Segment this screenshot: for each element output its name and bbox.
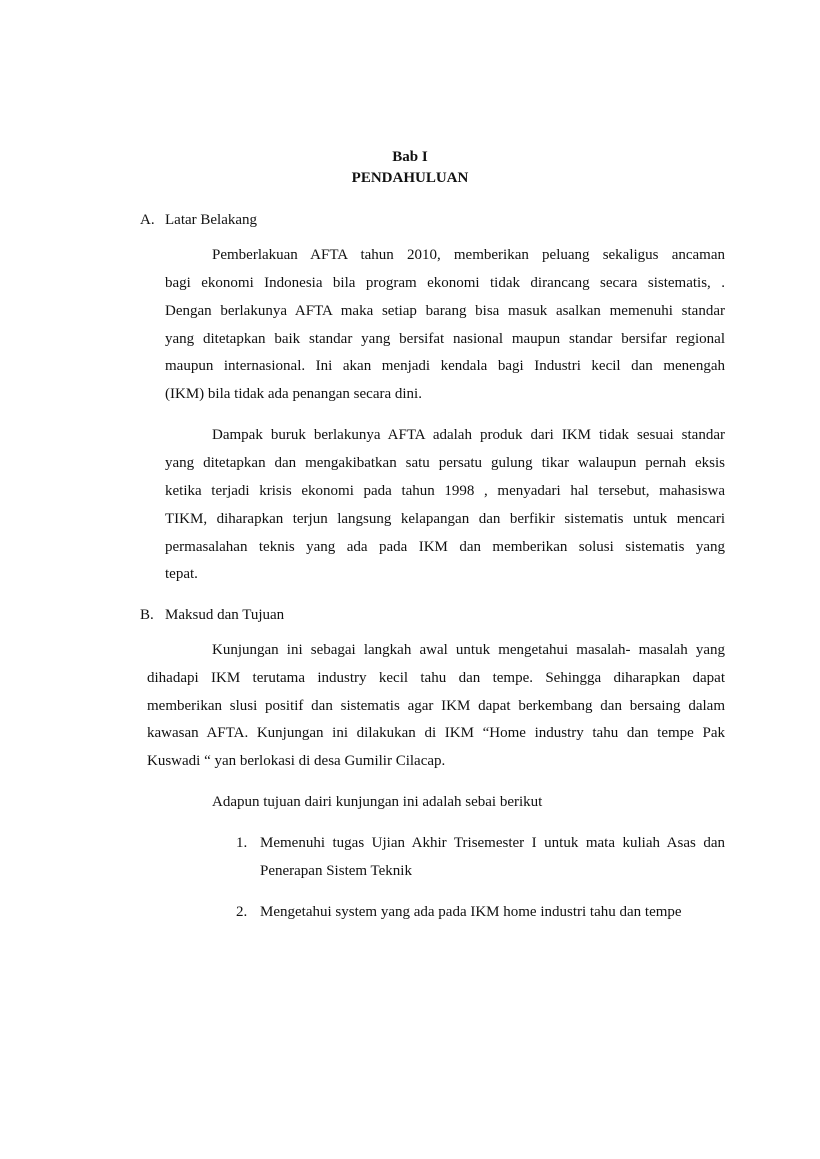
section-a-p1-line-2: bagi ekonomi Indonesia bila program ekonomi tidak dirancang secara sistematis, .	[165, 275, 725, 291]
section-a-marker: A.	[140, 212, 155, 228]
section-a-p2-line-3: ketika terjadi krisis ekonomi pada tahun 1998 , menyadari hal tersebut, mahasiswa	[165, 483, 725, 499]
chapter-label: Bab I	[392, 149, 428, 165]
section-b-p1-line-2: dihadapi IKM terutama industry kecil tahu dan tempe. Sehingga diharapkan dapat	[147, 670, 725, 686]
list-item-1-number: 1.	[236, 835, 248, 851]
section-b-heading: Maksud dan Tujuan	[165, 607, 285, 623]
section-a-p2-line-2: yang ditetapkan dan mengakibatkan satu persatu gulung tikar walaupun pernah eksis	[165, 455, 725, 471]
section-b-p1-line-4: kawasan AFTA. Kunjungan ini dilakukan di IKM “Home industry tahu dan tempe Pak	[147, 725, 725, 741]
list-item-2-number: 2.	[236, 904, 248, 920]
section-b-marker: B.	[140, 607, 154, 623]
section-b-p1-line-1: Kunjungan ini sebagai langkah awal untuk mengetahui masalah- masalah yang	[212, 642, 725, 658]
section-a-p1-line-1: Pemberlakuan AFTA tahun 2010, memberikan peluang sekaligus ancaman	[212, 247, 725, 263]
list-item-1-line-1: Memenuhi tugas Ujian Akhir Trisemester I untuk mata kuliah Asas dan	[260, 835, 725, 851]
purpose-intro: Adapun tujuan dairi kunjungan ini adalah sebai berikut	[212, 794, 543, 810]
section-b-p1-line-5: Kuswadi “ yan berlokasi di desa Gumilir Cilacap.	[147, 753, 446, 769]
section-a-p1-line-5: maupun internasional. Ini akan menjadi kendala bagi Industri kecil dan menengah	[165, 358, 725, 374]
list-item-2-line-1: Mengetahui system yang ada pada IKM home industri tahu dan tempe	[260, 904, 682, 920]
section-a-heading: Latar Belakang	[165, 212, 258, 228]
section-a-p1-line-6: (IKM) bila tidak ada penangan secara dini.	[165, 386, 422, 402]
section-a-p2-line-6: tepat.	[165, 566, 198, 582]
section-a-p1-line-3: Dengan berlakunya AFTA maka setiap barang bisa masuk asalkan memenuhi standar	[165, 303, 725, 319]
section-b-p1-line-3: memberikan slusi positif dan sistematis agar IKM dapat berkembang dan bersaing dalam	[147, 698, 725, 714]
chapter-heading: PENDAHULUAN	[351, 170, 469, 186]
section-a-p2-line-5: permasalahan teknis yang ada pada IKM dan memberikan solusi sistematis yang	[165, 539, 725, 555]
section-a-p2-line-4: TIKM, diharapkan terjun langsung kelapangan dan berfikir sistematis untuk mencari	[165, 511, 725, 527]
list-item-1-line-2: Penerapan Sistem Teknik	[260, 863, 412, 879]
section-a-p1-line-4: yang ditetapkan baik standar yang bersifat nasional maupun standar bersifar regional	[165, 331, 725, 347]
section-a-p2-line-1: Dampak buruk berlakunya AFTA adalah produk dari IKM tidak sesuai standar	[212, 427, 725, 443]
